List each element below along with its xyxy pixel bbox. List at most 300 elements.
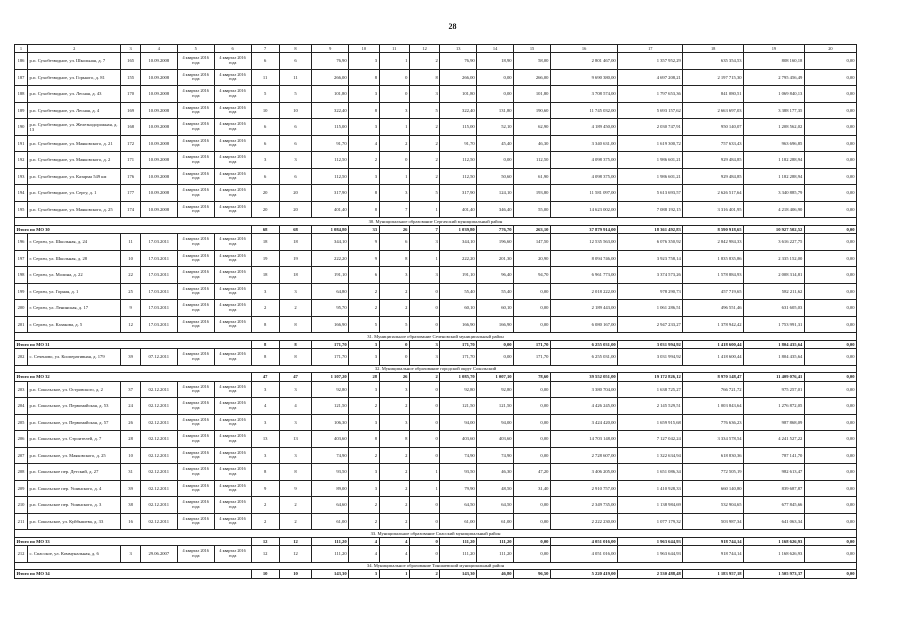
table-cell: 1 418 600,44	[683, 349, 744, 366]
table-cell: 9	[251, 480, 279, 497]
column-number: 18	[683, 45, 744, 53]
table-cell: 4 квартал 2016 года	[177, 381, 214, 398]
table-cell: 0	[409, 414, 439, 431]
table-cell: 190	[15, 119, 28, 136]
table-cell: 168	[121, 119, 141, 136]
table-row	[15, 316, 857, 333]
table-cell: 39	[121, 480, 141, 497]
table-cell: 0,00	[514, 300, 551, 317]
table-cell: 202	[15, 349, 28, 366]
table-cell: 74,90	[312, 447, 349, 464]
table-cell: 02.12.2011	[140, 381, 177, 398]
total-cell: 143,30	[440, 570, 477, 579]
table-cell: 205	[15, 414, 28, 431]
table-cell: 60,10	[477, 300, 514, 317]
table-cell: 322,40	[440, 102, 477, 119]
table-cell: 201,30	[477, 250, 514, 267]
table-cell: 4 квартал 2016 года	[214, 398, 251, 415]
table-cell: 0	[379, 69, 409, 86]
table-cell: 403,60	[312, 431, 349, 448]
table-cell: 3	[279, 381, 312, 398]
table-cell: 1 804 435,64	[744, 349, 805, 366]
table-cell: 208	[15, 464, 28, 481]
table-cell: 3	[279, 152, 312, 169]
column-number: 3	[121, 45, 141, 53]
table-cell: 3	[349, 381, 379, 398]
total-cell: 33	[349, 225, 379, 234]
total-cell: 2 530 488,48	[618, 570, 683, 579]
table-cell: 2 626 517,64	[683, 185, 744, 202]
table-cell: 8	[251, 464, 279, 481]
total-cell: 1 804 435,64	[744, 340, 805, 349]
total-cell: 1 039,80	[440, 225, 477, 234]
table-cell: 0	[409, 431, 439, 448]
total-cell: 12	[251, 537, 279, 546]
table-cell: 191	[15, 135, 28, 152]
table-cell: 1 753 991,31	[744, 316, 805, 333]
table-cell: 12 535 563,00	[550, 234, 617, 251]
municipality-heading: 32. Муниципальное образование городской округ Сокольский	[15, 365, 857, 373]
table-cell: г. Сергач, ул. Горная, д. 1	[28, 283, 121, 300]
table-cell: 3	[349, 349, 379, 366]
table-cell: 3	[379, 414, 409, 431]
table-cell: 12	[279, 546, 312, 563]
table-cell: 1 208 562,02	[744, 119, 805, 136]
table-cell: 76,90	[312, 53, 349, 70]
table-cell: 4	[349, 135, 379, 152]
table-cell: 166,90	[440, 316, 477, 333]
table-cell: 3 334 578,54	[683, 431, 744, 448]
table-cell: 193	[15, 168, 28, 185]
table-cell: 1 003 843,64	[683, 398, 744, 415]
table-row	[15, 414, 857, 431]
table-cell: 12	[121, 316, 141, 333]
table-cell: 203	[15, 381, 28, 398]
total-cell: 26	[379, 225, 409, 234]
table-cell: 978 290,73	[618, 283, 683, 300]
table-cell: 31	[121, 464, 141, 481]
total-cell: 1 418 600,44	[683, 340, 744, 349]
table-cell: 8	[349, 201, 379, 218]
total-cell: 26	[379, 373, 409, 382]
table-cell: 200	[15, 300, 28, 317]
table-cell: 9	[279, 480, 312, 497]
table-cell: 55,40	[440, 283, 477, 300]
table-cell: 07.12.2011	[140, 349, 177, 366]
table-cell: 0,00	[477, 349, 514, 366]
table-cell: 3	[349, 86, 379, 103]
table-cell: с. Сеченово, ул. Кооперативная, д. 179	[28, 349, 121, 366]
table-cell: 8	[279, 349, 312, 366]
table-cell: 4 квартал 2016 года	[177, 53, 214, 70]
table-cell: 4 квартал 2016 года	[177, 497, 214, 514]
table-cell: 4 квартал 2016 года	[177, 316, 214, 333]
column-number: 4	[140, 45, 177, 53]
table-cell: 46,30	[477, 464, 514, 481]
table-cell: 18	[251, 267, 279, 284]
table-cell: 9	[349, 250, 379, 267]
table-cell: 92,80	[477, 381, 514, 398]
table-cell: 6	[279, 53, 312, 70]
table-cell: 10	[251, 102, 279, 119]
table-cell: 9	[121, 300, 141, 317]
municipality-heading-row	[15, 562, 857, 570]
table-cell: 3 388 177,35	[744, 102, 805, 119]
total-cell: 111,20	[440, 537, 477, 546]
table-cell: 0	[409, 316, 439, 333]
table-cell: 0,00	[804, 234, 856, 251]
table-cell: 0,00	[514, 513, 551, 530]
total-label: Итого по МО 31	[15, 340, 252, 349]
table-cell: 02.12.2011	[140, 447, 177, 464]
table-cell: 8	[251, 349, 279, 366]
table-cell: 3	[251, 152, 279, 169]
table-cell: г. Сергач, ул. Казакова, д. 5	[28, 316, 121, 333]
table-cell: 26	[121, 414, 141, 431]
table-row	[15, 546, 857, 563]
table-cell: 4 квартал 2016 года	[214, 53, 251, 70]
table-cell: 2	[279, 497, 312, 514]
total-cell: 0	[409, 537, 439, 546]
table-cell: 2 663 697,03	[683, 102, 744, 119]
column-number: 2	[28, 45, 121, 53]
table-cell: 1 963 644,93	[618, 546, 683, 563]
table-cell: 0	[379, 86, 409, 103]
table-cell: 92,80	[312, 381, 349, 398]
municipality-heading-row	[15, 333, 857, 341]
table-cell: 2	[379, 513, 409, 530]
table-cell: 7 088 192,15	[618, 201, 683, 218]
table-cell: 93,50	[312, 464, 349, 481]
table-cell: 14 623 002,00	[550, 201, 617, 218]
table-cell: 2	[279, 513, 312, 530]
table-cell: 0,00	[804, 414, 856, 431]
table-cell: 4 квартал 2016 года	[214, 86, 251, 103]
total-cell: 1	[379, 570, 409, 579]
table-cell: 112,50	[440, 152, 477, 169]
table-cell: 3	[121, 546, 141, 563]
table-cell: 1 638 725,27	[618, 381, 683, 398]
table-cell: 3	[251, 414, 279, 431]
table-cell: 2 910 757,00	[550, 480, 617, 497]
table-cell: 929 484,85	[683, 152, 744, 169]
total-cell: 4	[349, 537, 379, 546]
table-row	[15, 69, 857, 86]
table-cell: 0,00	[804, 381, 856, 398]
table-cell: 60,10	[440, 300, 477, 317]
table-cell: р.п. Сухобезводное, ул. Маяковского, д. 2	[28, 152, 121, 169]
table-cell: г. Сергач, ул. Молина, д. 22	[28, 267, 121, 284]
column-number: 5	[177, 45, 214, 53]
table-cell: 4 квартал 2016 года	[214, 234, 251, 251]
table-cell: 24	[121, 398, 141, 415]
table-cell: 166,90	[477, 316, 514, 333]
table-cell: р.п. Сокольское пер. Ушинского, д. 4	[28, 480, 121, 497]
total-cell: 263,10	[514, 225, 551, 234]
table-cell: 3	[349, 464, 379, 481]
table-cell: 317,90	[312, 185, 349, 202]
table-cell: 2 801 467,00	[550, 53, 617, 70]
table-cell: 101,80	[312, 86, 349, 103]
table-cell: 4 квартал 2016 года	[214, 349, 251, 366]
table-cell: 8	[279, 464, 312, 481]
table-cell: 2 335 152,00	[744, 250, 805, 267]
table-cell: 4 квартал 2016 года	[214, 69, 251, 86]
table-cell: 222,20	[312, 250, 349, 267]
total-cell: 46,80	[477, 570, 514, 579]
table-cell: 115,00	[312, 119, 349, 136]
table-cell: 91,70	[440, 135, 477, 152]
table-cell: 0	[409, 497, 439, 514]
table-cell: 0	[409, 513, 439, 530]
table-cell: 20	[279, 201, 312, 218]
table-cell: 11	[251, 69, 279, 86]
total-cell: 8	[251, 340, 279, 349]
table-cell: 31,40	[514, 480, 551, 497]
table-cell: 1 986 601,21	[618, 168, 683, 185]
table-cell: 02.12.2011	[140, 497, 177, 514]
table-cell: 8 094 746,00	[550, 250, 617, 267]
table-cell: 8	[349, 185, 379, 202]
table-cell: 1 378 942,42	[683, 316, 744, 333]
table-cell: 9	[349, 234, 379, 251]
table-cell: 02.12.2011	[140, 464, 177, 481]
table-row	[15, 431, 857, 448]
table-cell: 22	[121, 267, 141, 284]
table-row	[15, 447, 857, 464]
table-cell: 950 140,07	[683, 119, 744, 136]
table-cell: 17.03.2011	[140, 283, 177, 300]
table-cell: 4 квартал 2016 года	[214, 431, 251, 448]
column-number: 12	[409, 45, 439, 53]
table-cell: 1	[379, 168, 409, 185]
table-cell: 4 квартал 2016 года	[214, 447, 251, 464]
table-cell: 2	[349, 283, 379, 300]
table-cell: 211	[15, 513, 28, 530]
table-cell: 5	[279, 86, 312, 103]
table-cell: 2	[349, 497, 379, 514]
table-cell: р.п. Сухобезводное, ул. Железнодорожная, д. 13	[28, 119, 121, 136]
table-cell: 4 квартал 2016 года	[177, 201, 214, 218]
table-cell: 171	[121, 152, 141, 169]
table-cell: 74,90	[440, 447, 477, 464]
table-cell: 635 354,53	[683, 53, 744, 70]
total-cell: 7	[409, 225, 439, 234]
table-cell: 2	[251, 513, 279, 530]
table-cell: 3	[251, 381, 279, 398]
table-cell: 4 квартал 2016 года	[214, 267, 251, 284]
table-cell: 1 061 286,51	[618, 300, 683, 317]
table-cell: 196	[15, 234, 28, 251]
table-cell: 17.03.2011	[140, 300, 177, 317]
table-cell: 10	[279, 102, 312, 119]
table-row	[15, 152, 857, 169]
table-cell: 1 276 872,05	[744, 398, 805, 415]
total-label: Итого по МО 34	[15, 570, 252, 579]
table-cell: 177	[121, 185, 141, 202]
table-cell: 0,00	[804, 349, 856, 366]
table-cell: 4 098 375,00	[550, 152, 617, 169]
table-cell: 14 703 148,00	[550, 431, 617, 448]
table-cell: 8	[379, 250, 409, 267]
table-cell: 155	[121, 69, 141, 86]
table-cell: 212	[15, 546, 28, 563]
table-cell: 0,00	[804, 250, 856, 267]
table-cell: 201	[15, 316, 28, 333]
table-cell: 10.09.2008	[140, 86, 177, 103]
table-cell: 111,20	[477, 546, 514, 563]
total-cell: 776,70	[477, 225, 514, 234]
table-cell: 0,00	[514, 546, 551, 563]
table-cell: 3	[349, 119, 379, 136]
table-cell: 17.03.2011	[140, 316, 177, 333]
total-cell: 111,20	[312, 537, 349, 546]
table-cell: 3 923 758,14	[618, 250, 683, 267]
table-cell: 4 квартал 2016 года	[177, 119, 214, 136]
table-cell: г. Сергач, ул. Школьная, д. 24	[28, 234, 121, 251]
table-cell: 3 708 574,00	[550, 86, 617, 103]
total-cell: 18 361 492,83	[618, 225, 683, 234]
column-number: 20	[804, 45, 856, 53]
table-cell: 403,60	[440, 431, 477, 448]
table-cell: р.п. Сухобезводное, ул. Лесная, д. 43	[28, 86, 121, 103]
table-cell: 2 728 607,00	[550, 447, 617, 464]
table-cell: 3	[379, 381, 409, 398]
table-cell: 4 квартал 2016 года	[177, 69, 214, 86]
table-cell: 2	[251, 300, 279, 317]
table-cell: 18	[279, 234, 312, 251]
total-label: Итого по МО 33	[15, 537, 252, 546]
table-cell: 3	[279, 283, 312, 300]
table-cell: 0	[409, 447, 439, 464]
total-label: Итого по МО 30	[15, 225, 252, 234]
table-cell: с. Спасское, ул. Коммунальная, д. 6	[28, 546, 121, 563]
table-cell: 641 063,34	[744, 513, 805, 530]
table-cell: 6	[279, 135, 312, 152]
table-cell: 196,60	[477, 234, 514, 251]
table-cell: 4 квартал 2016 года	[214, 102, 251, 119]
table-cell: 3 616 227,75	[744, 234, 805, 251]
total-label: Итого по МО 32	[15, 373, 252, 382]
table-cell: 10.09.2008	[140, 152, 177, 169]
table-cell: 64,60	[312, 497, 349, 514]
total-cell: 4	[379, 537, 409, 546]
total-cell: 4 051 016,00	[550, 537, 617, 546]
table-cell: 209	[15, 480, 28, 497]
housing-program-table	[14, 44, 857, 579]
table-cell: 207	[15, 447, 28, 464]
table-cell: 0,00	[477, 69, 514, 86]
table-row	[15, 234, 857, 251]
table-cell: 841 080,51	[683, 86, 744, 103]
table-cell: 10.09.2008	[140, 185, 177, 202]
table-cell: 0,00	[514, 381, 551, 398]
table-cell: 2	[379, 480, 409, 497]
table-cell: 4 квартал 2016 года	[177, 546, 214, 563]
table-cell: 1 578 884,93	[683, 267, 744, 284]
table-cell: 45,40	[477, 135, 514, 152]
table-cell: 344,10	[312, 234, 349, 251]
municipality-heading-row	[15, 365, 857, 373]
total-cell: 0,00	[804, 373, 856, 382]
table-cell: 0,00	[804, 316, 856, 333]
table-cell: 18	[279, 267, 312, 284]
table-cell: 4 квартал 2016 года	[214, 300, 251, 317]
table-cell: 4 квартал 2016 года	[214, 250, 251, 267]
table-cell: 266,00	[312, 69, 349, 86]
table-cell: 4 квартал 2016 года	[177, 135, 214, 152]
table-cell: 2 795 456,49	[744, 69, 805, 86]
table-cell: 29.06.2007	[140, 546, 177, 563]
table-cell: 4 квартал 2016 года	[177, 234, 214, 251]
table-row	[15, 464, 857, 481]
table-cell: г. Сергач, ул. Ленинская, д. 17	[28, 300, 121, 317]
table-row	[15, 267, 857, 284]
table-cell: 8	[349, 69, 379, 86]
table-cell: 13	[279, 431, 312, 448]
table-cell: р.п. Сокольское, ул. Первомайская, д. 53	[28, 398, 121, 415]
table-cell: 3	[251, 447, 279, 464]
table-cell: 1	[409, 201, 439, 218]
table-cell: 4	[379, 546, 409, 563]
table-cell: 79,90	[440, 480, 477, 497]
total-cell: 28	[349, 373, 379, 382]
table-cell: 2	[379, 398, 409, 415]
table-cell: 3 031 994,92	[618, 349, 683, 366]
total-row	[15, 373, 857, 382]
table-cell: 5 613 693,57	[618, 185, 683, 202]
table-cell: 3	[349, 53, 379, 70]
table-cell: 4 квартал 2016 года	[214, 513, 251, 530]
table-cell: 55,40	[477, 283, 514, 300]
table-cell: 166,90	[312, 316, 349, 333]
table-cell: 631 605,03	[744, 300, 805, 317]
total-cell: 1 085,70	[440, 373, 477, 382]
table-cell: 4 квартал 2016 года	[214, 497, 251, 514]
table-cell: 4 квартал 2016 года	[177, 168, 214, 185]
table-cell: 204	[15, 398, 28, 415]
table-cell: 91,70	[312, 135, 349, 152]
table-cell: 193,80	[514, 185, 551, 202]
table-cell: 5 693 157,62	[618, 102, 683, 119]
table-cell: 3	[379, 102, 409, 119]
table-cell: р.п. Сокольское, ул. Островского, д. 2	[28, 381, 121, 398]
total-cell: 0,00	[514, 537, 551, 546]
table-cell: 190,60	[514, 102, 551, 119]
table-row	[15, 53, 857, 70]
table-cell: 2	[409, 53, 439, 70]
table-cell: 0,00	[804, 300, 856, 317]
table-cell: 25	[121, 283, 141, 300]
total-cell: 0,00	[804, 570, 856, 579]
table-cell: 18	[251, 234, 279, 251]
table-cell: 13	[251, 431, 279, 448]
table-cell: 0,00	[804, 53, 856, 70]
table-cell: 10	[121, 447, 141, 464]
table-cell: 1	[409, 480, 439, 497]
table-cell: 206	[15, 431, 28, 448]
table-cell: р.п. Сухобезводное, ул. Маяковского, д. 25	[28, 201, 121, 218]
table-cell: 52,10	[477, 119, 514, 136]
table-cell: 7 127 042,24	[618, 431, 683, 448]
table-cell: 189	[15, 102, 28, 119]
table-cell: 171,70	[514, 349, 551, 366]
table-cell: 4 квартал 2016 года	[214, 381, 251, 398]
table-cell: 20	[251, 201, 279, 218]
table-cell: 0,00	[804, 464, 856, 481]
table-cell: 8	[409, 69, 439, 86]
table-cell: 677 845,66	[744, 497, 805, 514]
